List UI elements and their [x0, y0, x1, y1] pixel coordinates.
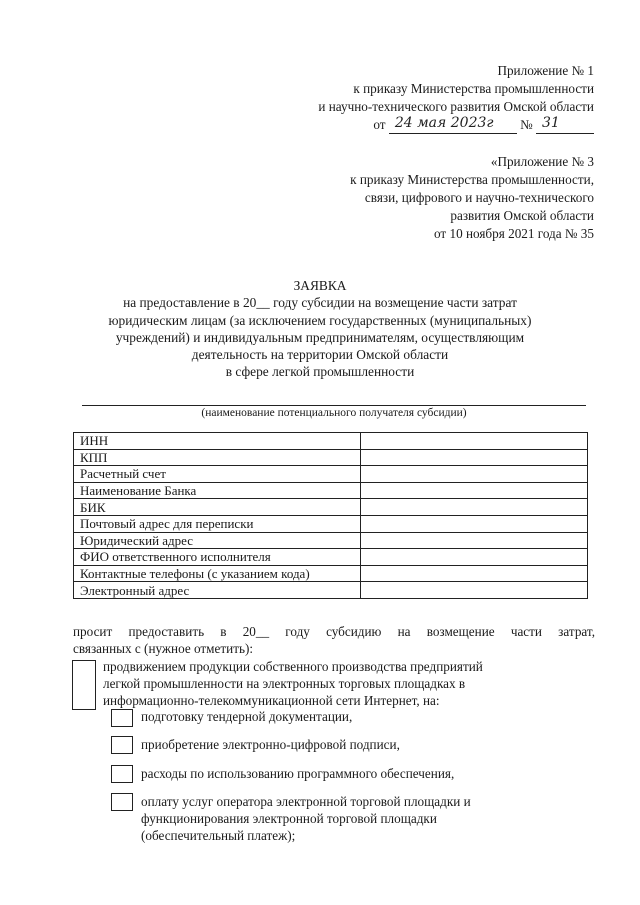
- title-line: учреждений) и индивидуальным предпринимателям, осуществляющим: [115, 329, 525, 345]
- appendix-1-title: Приложение № 1: [497, 63, 594, 78]
- row-value-field[interactable]: [361, 582, 588, 599]
- row-label-email: Электронный адрес: [74, 582, 361, 599]
- row-label-inn: ИНН: [74, 433, 361, 450]
- title-line: юридическим лицам (за исключением государственных (муниципальных): [108, 312, 532, 328]
- row-value-field[interactable]: [361, 549, 588, 566]
- row-value-field[interactable]: [361, 466, 588, 483]
- row-value-field[interactable]: [361, 515, 588, 532]
- table-row: [74, 565, 588, 582]
- tender-docs-label: подготовку тендерной документации,: [141, 709, 353, 724]
- row-label-executor: ФИО ответственного исполнителя: [74, 549, 361, 566]
- requisites-table: [73, 432, 588, 599]
- table-row: [74, 582, 588, 599]
- row-value-field[interactable]: [361, 482, 588, 499]
- table-row: [74, 449, 588, 466]
- platform-operator-label-line: (обеспечительный платеж);: [141, 828, 296, 843]
- row-label-bank: Наименование Банка: [74, 482, 361, 499]
- row-value-field[interactable]: [361, 433, 588, 450]
- platform-operator-checkbox[interactable]: [111, 793, 133, 811]
- digital-signature-label: приобретение электронно-цифровой подписи,: [141, 737, 400, 752]
- table-row: [74, 499, 588, 516]
- handwritten-number: 31: [542, 115, 560, 131]
- row-label-phones: Контактные телефоны (с указанием кода): [74, 565, 361, 582]
- row-label-legal-address: Юридический адрес: [74, 532, 361, 549]
- date-prefix: от: [373, 117, 386, 132]
- platform-operator-label-line: функционирования электронной торговой площадки: [141, 811, 437, 826]
- row-value-field[interactable]: [361, 532, 588, 549]
- row-value-field[interactable]: [361, 565, 588, 582]
- appendix-1-ministry-line: и научно-технического развития Омской области: [318, 99, 594, 114]
- appendix-3-ministry-line: связи, цифрового и научно-технического: [364, 190, 594, 205]
- table-row: [74, 482, 588, 499]
- appendix-3-region-line: развития Омской области: [450, 208, 594, 223]
- appendix-3-date-line: от 10 ноября 2021 года № 35: [434, 226, 594, 241]
- appendix-3-order-line: к приказу Министерства промышленности,: [350, 172, 594, 187]
- request-line-1: просит предоставить в 20__ году субсидию на возмещение части затрат,: [73, 624, 595, 639]
- tender-docs-checkbox[interactable]: [111, 709, 133, 727]
- software-expenses-label: расходы по использованию программного обеспечения,: [141, 766, 455, 781]
- main-option-text: [103, 658, 483, 709]
- recipient-name-field[interactable]: [82, 405, 586, 406]
- date-field: [389, 117, 517, 134]
- row-label-postal-address: Почтовый адрес для переписки: [74, 515, 361, 532]
- platform-operator-label-line: оплату услуг оператора электронной торговой площадки и: [141, 794, 471, 809]
- number-field: [536, 117, 594, 134]
- request-line-2: связанных с (нужное отметить):: [73, 641, 254, 656]
- software-expenses-checkbox[interactable]: [111, 765, 133, 783]
- table-row: [74, 549, 588, 566]
- recipient-name-caption: (наименование потенциального получателя субсидии): [201, 407, 467, 419]
- handwritten-date: 24 мая 2023г: [394, 115, 494, 131]
- appendix-1-header: [318, 62, 594, 134]
- title-line: на предоставление в 20__ году субсидии на возмещение части затрат: [123, 295, 517, 311]
- appendix-3-title: «Приложение № 3: [490, 154, 594, 169]
- row-value-field[interactable]: [361, 449, 588, 466]
- application-title: [0, 277, 640, 381]
- row-label-kpp: КПП: [74, 449, 361, 466]
- appendix-3-header: [350, 153, 594, 243]
- digital-signature-checkbox[interactable]: [111, 736, 133, 754]
- appendix-1-order-line: к приказу Министерства промышленности: [353, 81, 594, 96]
- table-row: [74, 433, 588, 450]
- main-option-checkbox[interactable]: [72, 660, 96, 710]
- main-option-line: информационно-телекоммуникационной сети Интернет, на:: [103, 693, 440, 708]
- table-row: [74, 466, 588, 483]
- main-option-line: продвижением продукции собственного производства предприятий: [103, 659, 483, 674]
- row-label-bik: БИК: [74, 499, 361, 516]
- table-row: [74, 532, 588, 549]
- appendix-1-date-line: [318, 116, 594, 134]
- row-label-account: Расчетный счет: [74, 466, 361, 483]
- table-row: [74, 515, 588, 532]
- title-line: в сфере легкой промышленности: [225, 364, 415, 380]
- title-heading: ЗАЯВКА: [293, 278, 347, 293]
- number-prefix: №: [520, 117, 533, 132]
- main-option-line: легкой промышленности на электронных торговых площадках в: [103, 676, 466, 691]
- title-line: деятельность на территории Омской области: [191, 347, 449, 363]
- row-value-field[interactable]: [361, 499, 588, 516]
